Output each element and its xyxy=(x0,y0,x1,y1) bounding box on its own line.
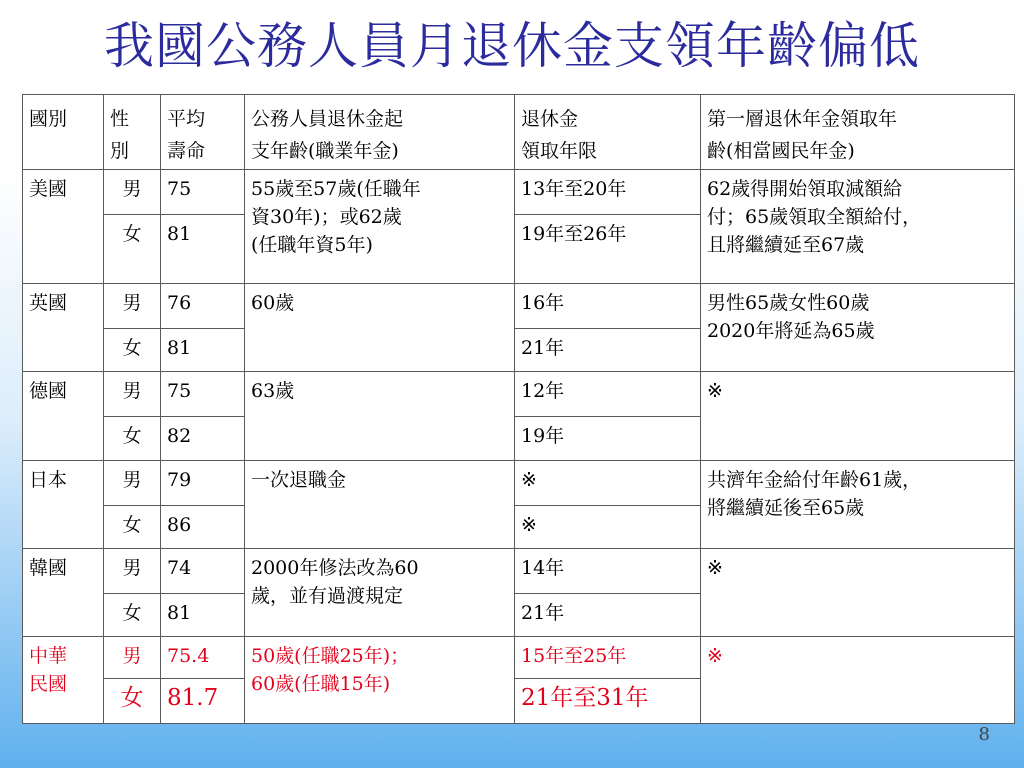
pension-years-cell: 13年至20年 xyxy=(515,170,701,215)
header-country: 國別 xyxy=(23,95,104,170)
page-number: 8 xyxy=(978,724,990,745)
sex-cell: 女 xyxy=(104,679,161,724)
header-sex: 性 別 xyxy=(104,95,161,170)
life-expectancy-cell: 82 xyxy=(161,417,245,461)
pension-years-cell: 21年 xyxy=(515,329,701,372)
pension-years-cell: 19年 xyxy=(515,417,701,461)
country-cell: 英國 xyxy=(23,284,104,372)
pension-age-cell: 60歲 xyxy=(245,284,515,372)
life-expectancy-cell: 81.7 xyxy=(161,679,245,724)
sex-cell: 男 xyxy=(104,284,161,329)
country-cell: 日本 xyxy=(23,461,104,549)
pension-years-cell: 21年至31年 xyxy=(515,679,701,724)
sex-cell: 男 xyxy=(104,461,161,506)
life-expectancy-cell: 75.4 xyxy=(161,637,245,679)
country-cell: 德國 xyxy=(23,372,104,461)
pension-years-cell: ※ xyxy=(515,506,701,549)
pension-years-cell: 16年 xyxy=(515,284,701,329)
life-expectancy-cell: 81 xyxy=(161,215,245,284)
table-row xyxy=(23,461,1015,506)
table-row xyxy=(23,637,1015,679)
first-tier-cell: 共濟年金給付年齡61歲， 將繼續延後至65歲 xyxy=(701,461,1015,549)
header-pension-start-age: 公務人員退休金起 支年齡(職業年金) xyxy=(245,95,515,170)
pension-years-cell: 19年至26年 xyxy=(515,215,701,284)
header-first-tier-age: 第一層退休年金領取年 齡(相當國民年金) xyxy=(701,95,1015,170)
sex-cell: 女 xyxy=(104,506,161,549)
sex-cell: 女 xyxy=(104,417,161,461)
pension-age-cell: 55歲至57歲(任職年 資30年)；或62歲 (任職年資5年) xyxy=(245,170,515,284)
table-row xyxy=(23,549,1015,594)
country-cell: 美國 xyxy=(23,170,104,284)
sex-cell: 女 xyxy=(104,329,161,372)
first-tier-cell: ※ xyxy=(701,549,1015,637)
pension-years-cell: 21年 xyxy=(515,594,701,637)
retirement-age-table xyxy=(22,94,1015,724)
pension-years-cell: 15年至25年 xyxy=(515,637,701,679)
pension-years-cell: 14年 xyxy=(515,549,701,594)
country-cell: 中華 民國 xyxy=(23,637,104,724)
sex-cell: 女 xyxy=(104,215,161,284)
life-expectancy-cell: 75 xyxy=(161,372,245,417)
first-tier-cell: 62歲得開始領取減額給 付；65歲領取全額給付， 且將繼續延至67歲 xyxy=(701,170,1015,284)
country-cell: 韓國 xyxy=(23,549,104,637)
life-expectancy-cell: 81 xyxy=(161,329,245,372)
life-expectancy-cell: 74 xyxy=(161,549,245,594)
table-row xyxy=(23,372,1015,417)
pension-age-cell: 63歲 xyxy=(245,372,515,461)
pension-age-cell: 2000年修法改為60 歲，並有過渡規定 xyxy=(245,549,515,637)
life-expectancy-cell: 81 xyxy=(161,594,245,637)
sex-cell: 男 xyxy=(104,170,161,215)
table-header-row xyxy=(23,95,1015,170)
life-expectancy-cell: 75 xyxy=(161,170,245,215)
header-life-expectancy: 平均 壽命 xyxy=(161,95,245,170)
page-title: 我國公務人員月退休金支領年齡偏低 xyxy=(104,17,920,75)
table-row xyxy=(23,170,1015,215)
pension-age-cell: 一次退職金 xyxy=(245,461,515,549)
first-tier-cell: 男性65歲女性60歲 2020年將延為65歲 xyxy=(701,284,1015,372)
pension-years-cell: 12年 xyxy=(515,372,701,417)
life-expectancy-cell: 86 xyxy=(161,506,245,549)
sex-cell: 女 xyxy=(104,594,161,637)
life-expectancy-cell: 76 xyxy=(161,284,245,329)
pension-age-cell: 50歲(任職25年)； 60歲(任職15年) xyxy=(245,637,515,724)
life-expectancy-cell: 79 xyxy=(161,461,245,506)
sex-cell: 男 xyxy=(104,372,161,417)
table-row xyxy=(23,284,1015,329)
pension-years-cell: ※ xyxy=(515,461,701,506)
first-tier-cell: ※ xyxy=(701,637,1015,724)
first-tier-cell: ※ xyxy=(701,372,1015,461)
sex-cell: 男 xyxy=(104,549,161,594)
header-pension-years: 退休金 領取年限 xyxy=(515,95,701,170)
sex-cell: 男 xyxy=(104,637,161,679)
